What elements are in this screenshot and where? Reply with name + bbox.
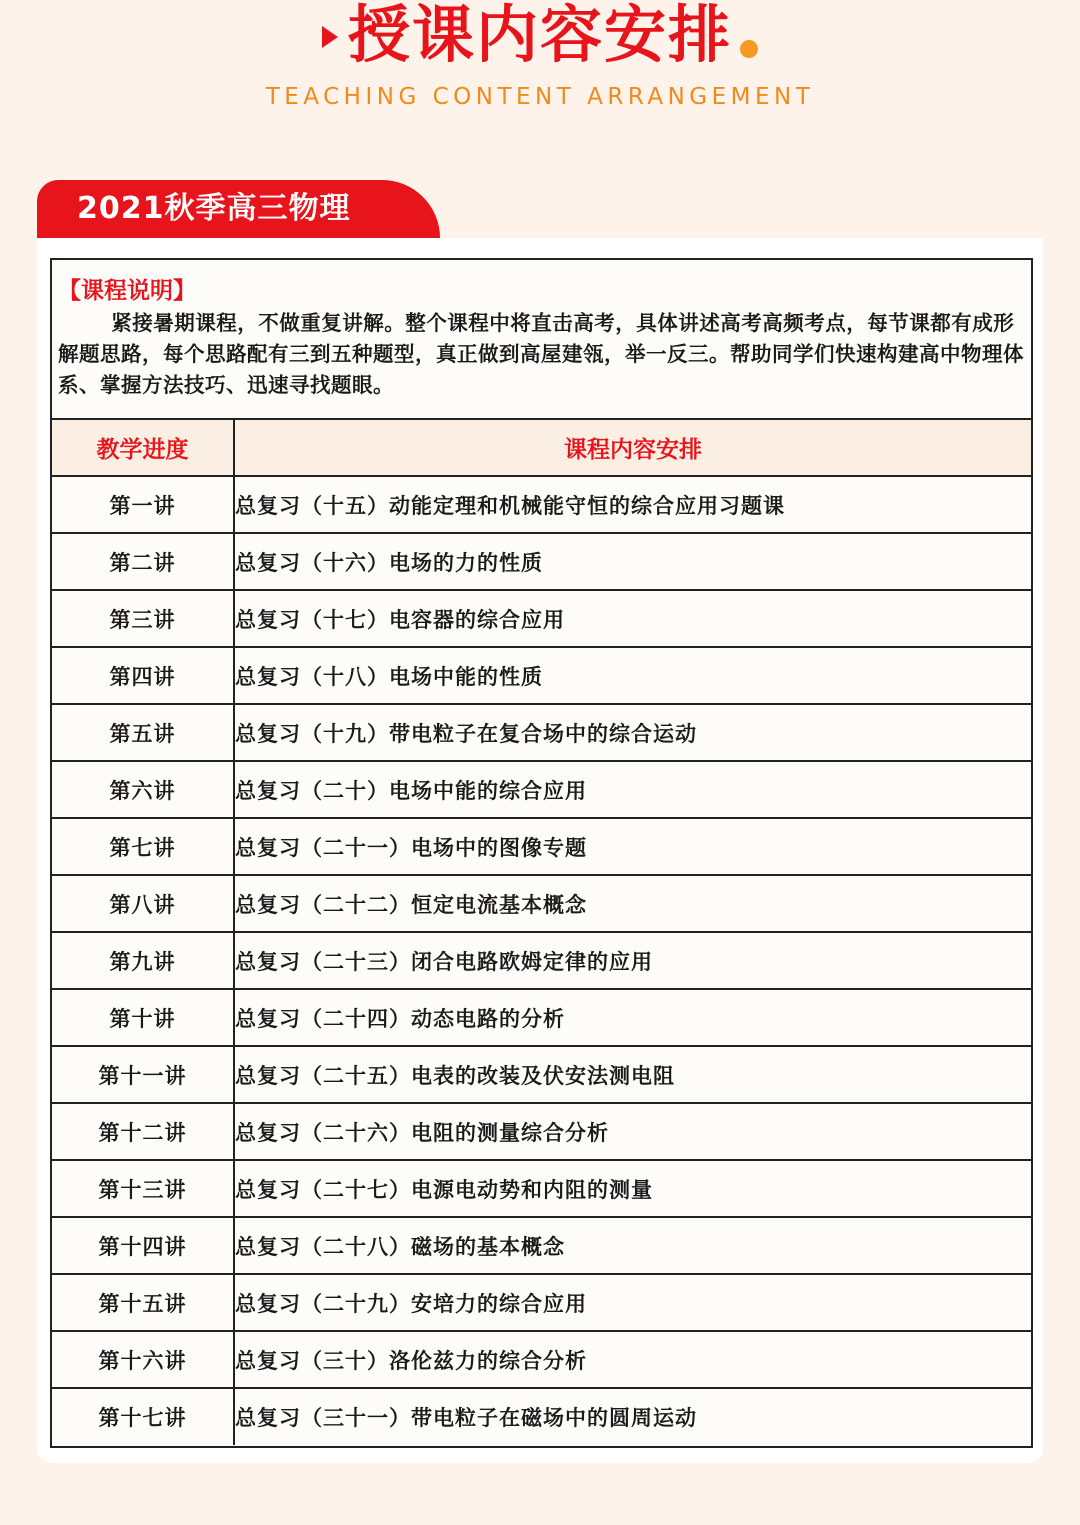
table-row (52, 989, 1031, 1046)
lesson-content: 总复习（二十）电场中能的综合应用 (234, 761, 1031, 818)
table-row (52, 1160, 1031, 1217)
course-tab-label: 2021秋季高三物理 (37, 180, 440, 238)
table-header-row (52, 420, 1031, 476)
description-label: 【课程说明】 (58, 277, 196, 304)
table-row (52, 761, 1031, 818)
lesson-number: 第十七讲 (52, 1388, 234, 1445)
header-content: 课程内容安排 (234, 420, 1031, 476)
lesson-content: 总复习（二十二）恒定电流基本概念 (234, 875, 1031, 932)
page-subtitle: TEACHING CONTENT ARRANGEMENT (265, 84, 815, 110)
table-row (52, 647, 1031, 704)
section-header (0, 0, 1080, 140)
schedule-table (52, 420, 1031, 1445)
lesson-content: 总复习（二十七）电源电动势和内阻的测量 (234, 1160, 1031, 1217)
lesson-number: 第十五讲 (52, 1274, 234, 1331)
table-row (52, 875, 1031, 932)
lesson-content: 总复习（二十一）电场中的图像专题 (234, 818, 1031, 875)
table-row (52, 533, 1031, 590)
table-row (52, 1046, 1031, 1103)
lesson-content: 总复习（十七）电容器的综合应用 (234, 590, 1031, 647)
lesson-number: 第三讲 (52, 590, 234, 647)
lesson-number: 第十六讲 (52, 1331, 234, 1388)
lesson-content: 总复习（三十一）带电粒子在磁场中的圆周运动 (234, 1388, 1031, 1445)
page-title: 授课内容安排 (347, 0, 732, 71)
table-row (52, 1103, 1031, 1160)
lesson-content: 总复习（十六）电场的力的性质 (234, 533, 1031, 590)
lesson-number: 第十三讲 (52, 1160, 234, 1217)
table-row (52, 818, 1031, 875)
lesson-number: 第七讲 (52, 818, 234, 875)
course-document (50, 258, 1033, 1448)
table-row (52, 1274, 1031, 1331)
table-row (52, 476, 1031, 533)
lesson-number: 第十一讲 (52, 1046, 234, 1103)
lesson-number: 第一讲 (52, 476, 234, 533)
lesson-content: 总复习（二十九）安培力的综合应用 (234, 1274, 1031, 1331)
lesson-number: 第六讲 (52, 761, 234, 818)
table-row (52, 1331, 1031, 1388)
lesson-content: 总复习（二十八）磁场的基本概念 (234, 1217, 1031, 1274)
triangle-marker-icon (322, 26, 338, 48)
table-row (52, 1388, 1031, 1445)
description-text: 紧接暑期课程，不做重复讲解。整个课程中将直击高考，具体讲述高考高频考点，每节课都有成形解题思路，每个思路配有三到五种题型，真正做到高屋建瓴，举一反三。帮助同学们快速构建高中物理体系、掌握方法技巧、迅速寻找题眼。 (58, 311, 1024, 397)
title-row (0, 0, 1080, 70)
table-row (52, 1217, 1031, 1274)
table-row (52, 704, 1031, 761)
lesson-number: 第二讲 (52, 533, 234, 590)
lesson-number: 第八讲 (52, 875, 234, 932)
lesson-content: 总复习（三十）洛伦兹力的综合分析 (234, 1331, 1031, 1388)
header-progress: 教学进度 (52, 420, 234, 476)
dot-marker-icon (740, 40, 758, 58)
lesson-number: 第九讲 (52, 932, 234, 989)
lesson-number: 第十讲 (52, 989, 234, 1046)
lesson-number: 第五讲 (52, 704, 234, 761)
lesson-number: 第十四讲 (52, 1217, 234, 1274)
lesson-content: 总复习（二十四）动态电路的分析 (234, 989, 1031, 1046)
lesson-number: 第四讲 (52, 647, 234, 704)
lesson-content: 总复习（二十六）电阻的测量综合分析 (234, 1103, 1031, 1160)
lesson-content: 总复习（二十三）闭合电路欧姆定律的应用 (234, 932, 1031, 989)
lesson-number: 第十二讲 (52, 1103, 234, 1160)
table-row (52, 590, 1031, 647)
lesson-content: 总复习（二十五）电表的改装及伏安法测电阻 (234, 1046, 1031, 1103)
course-description (52, 260, 1031, 420)
lesson-content: 总复习（十九）带电粒子在复合场中的综合运动 (234, 704, 1031, 761)
lesson-content: 总复习（十八）电场中能的性质 (234, 647, 1031, 704)
table-row (52, 932, 1031, 989)
lesson-content: 总复习（十五）动能定理和机械能守恒的综合应用习题课 (234, 476, 1031, 533)
